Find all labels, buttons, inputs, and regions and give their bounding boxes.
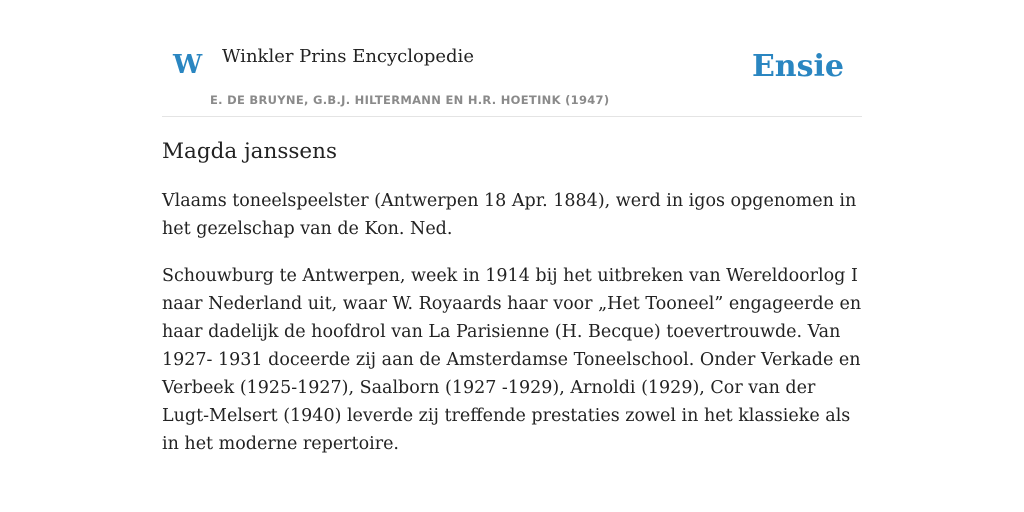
article-title: Magda janssens (162, 139, 338, 164)
winkler-prins-logo[interactable]: W (173, 50, 203, 80)
publication-title[interactable]: Winkler Prins Encyclopedie (222, 46, 474, 67)
article-paragraph: Vlaams toneelspeelster (Antwerpen 18 Apr. 1884), werd in igos opgenomen in het gezelschap van de Kon. Ned. (162, 190, 857, 239)
article-paragraph: Schouwburg te Antwerpen, week in 1914 bij het uitbreken van Wereldoorlog I naar Nederland uit, waar W. Royaards haar voor „Het Tooneel” engageerde en haar dadelijk de hoofdrol van La Parisienne (H. Becque) toevertrouwde. Van 1927- 1931 doceerde zij aan de Amsterdamse Toneelschool. Onder Verkade en Verbeek (1925-1927), Saalborn (1927 -1929), Arnoldi (1929), Cor van der Lugt-Melsert (1940) leverde zij treffende prestaties zowel in het klassieke als in het moderne repertoire. (162, 265, 862, 454)
article (162, 138, 862, 477)
publication-authors: E. DE BRUYNE, G.B.J. HILTERMANN EN H.R. HOETINK (1947) (210, 93, 610, 107)
ensie-logo-link[interactable]: Ensie (751, 49, 844, 84)
header (162, 0, 862, 117)
